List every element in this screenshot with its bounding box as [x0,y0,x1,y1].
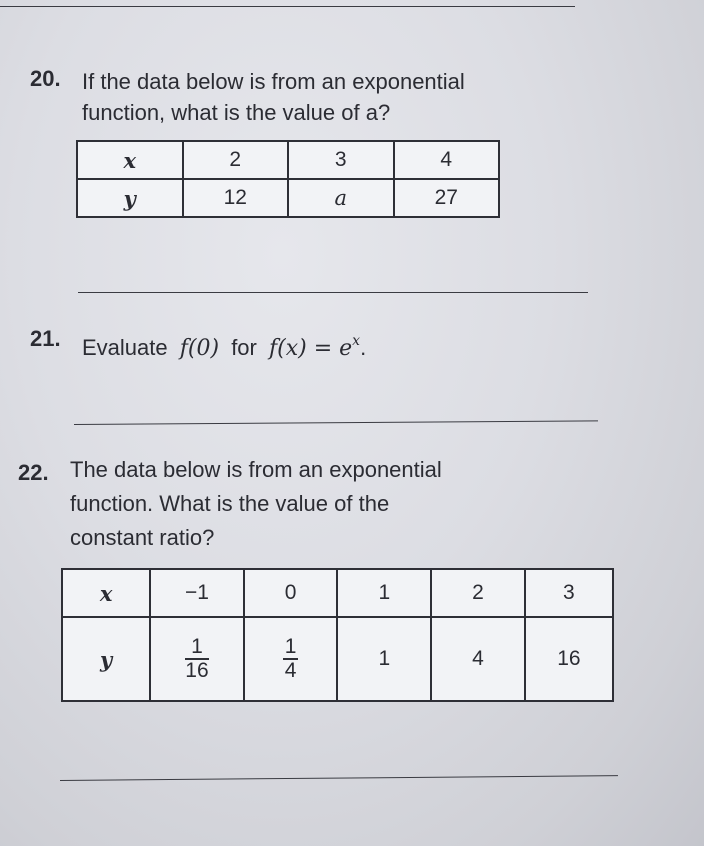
q22-table-row-y [62,617,613,701]
q22-x-value: 3 [525,569,613,617]
q22-fraction-one-fourth [283,636,299,682]
q22-y-label: y [62,617,150,701]
q20-text-line1: If the data below is from an exponential [82,69,465,94]
q20-text [82,66,465,128]
q22-x-label: x [62,569,150,617]
q20-x-label: x [77,141,183,179]
q20-y-value: a [288,179,394,217]
q20-table-row-y [77,179,499,217]
q20-y-label: y [77,179,183,217]
q22-table [61,568,614,702]
q20-number: 20. [30,66,61,91]
q20-text-line2: function, what is the value of a? [82,100,391,125]
q22-x-value: 1 [337,569,431,617]
q20-answer-line [78,292,588,293]
q22-text-line1: The data below is from an exponential [70,457,442,482]
q22-y-value-frac [150,617,244,701]
q22-x-value: −1 [150,569,244,617]
q22-x-value: 0 [244,569,338,617]
q21-text-middle: for [231,335,257,360]
q20-x-value: 4 [394,141,500,179]
q22-fraction-one-sixteenth [185,636,208,682]
q21-text [82,326,366,364]
q22-text-line2: function. What is the value of the [70,491,390,516]
q22-text [70,453,442,555]
q21-expr-exponent: x [352,333,361,349]
q20-x-value: 2 [183,141,289,179]
q21-text-end: . [360,335,367,360]
q22-frac2-numerator: 1 [284,634,297,658]
q22-answer-line [60,775,618,781]
q20-y-value: 27 [394,179,500,217]
q21-number: 21. [30,326,61,351]
q22-table-row-x [62,569,613,617]
q22-text-line3: constant ratio? [70,525,215,550]
q21-answer-line [74,420,598,425]
q22-frac1-denominator: 16 [185,658,209,682]
q22-number: 22. [18,460,49,485]
q22-y-value: 4 [431,617,525,701]
q22-frac2-denominator: 4 [284,658,297,682]
q21-expr-f0: f(0) [179,336,220,361]
q21-expr-base: f(x) = e [269,336,353,361]
q20-x-value: 3 [288,141,394,179]
q22-x-value: 2 [431,569,525,617]
q22-y-value-frac [244,617,338,701]
q20-table-row-x [77,141,499,179]
q22-y-value: 16 [525,617,613,701]
q20-table [76,140,500,218]
q20-y-value: 12 [183,179,289,217]
q22-y-value: 1 [337,617,431,701]
q22-frac1-numerator: 1 [185,636,208,660]
top-answer-line [0,6,575,7]
q21-text-prefix: Evaluate [82,335,168,360]
q21-expr-fx [269,333,361,361]
